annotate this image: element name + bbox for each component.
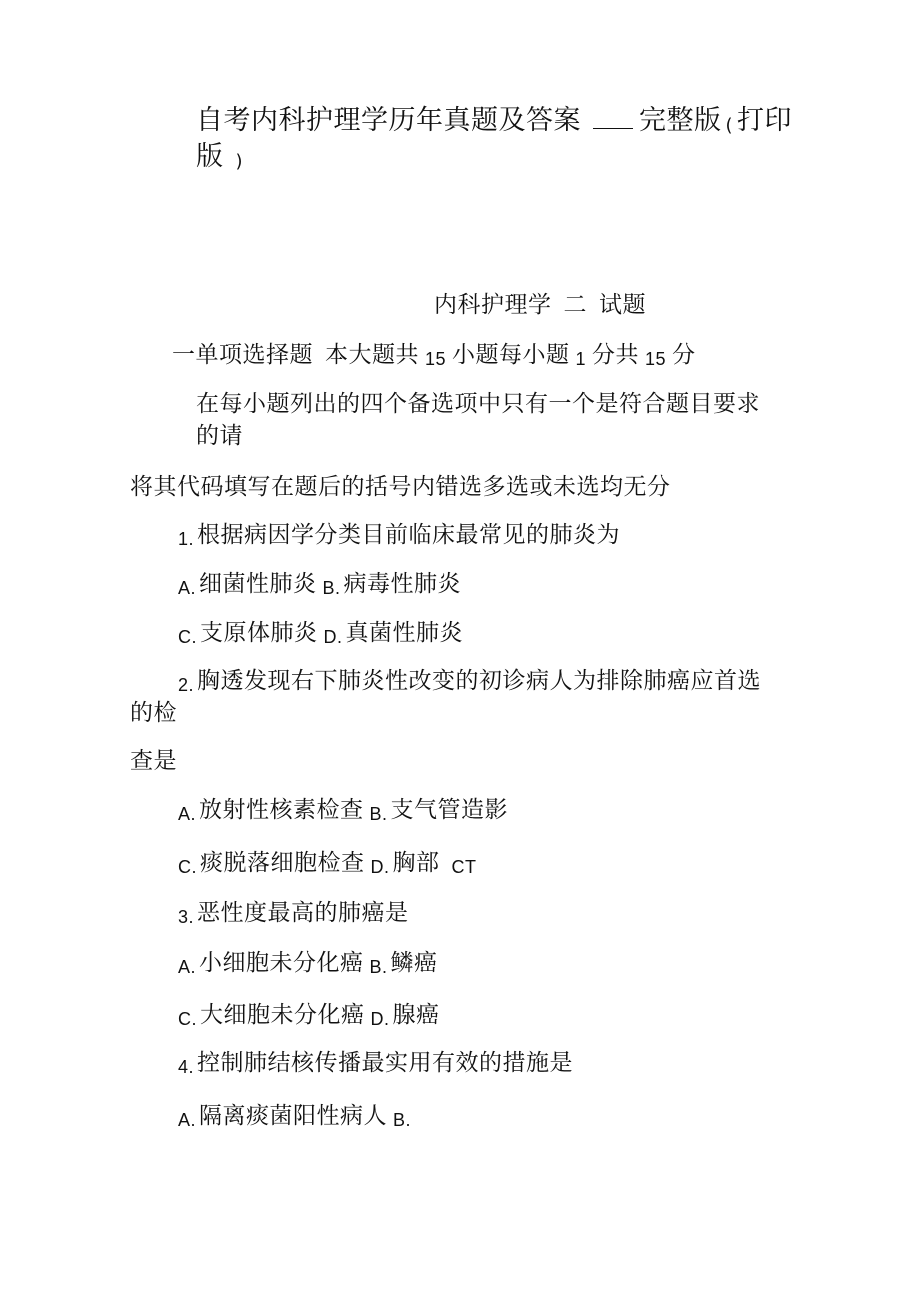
- q4-option-a-label: A.: [178, 1110, 197, 1130]
- title-print: 打印: [737, 105, 793, 136]
- title-main: 自考内科护理学历年真题及答案: [196, 105, 581, 136]
- title-blank-underline: [593, 106, 633, 129]
- question-3-options-ab: [172, 948, 438, 982]
- q3-option-a: 小细胞未分化癌: [199, 950, 364, 976]
- q2-option-b-label: B.: [369, 804, 388, 824]
- section-total-label: 本大题共: [325, 342, 419, 368]
- instructions-line-2: 的请: [196, 423, 243, 449]
- section-type: 一单项选择题: [172, 342, 313, 368]
- question-3: [172, 898, 409, 932]
- question-1-options-cd: [172, 618, 463, 652]
- q3-option-b-label: B.: [369, 957, 388, 977]
- q1-option-c: 支原体肺炎: [200, 620, 318, 646]
- question-4-number: 4.: [178, 1057, 195, 1077]
- q4-option-a: 隔离痰菌阳性病人: [199, 1103, 388, 1129]
- q3-option-a-label: A.: [178, 957, 197, 977]
- section-question-count: 15: [425, 349, 447, 369]
- question-4-options-ab: [172, 1101, 414, 1135]
- q4-option-b-label: B.: [393, 1110, 412, 1130]
- instructions-line-3: 将其代码填写在题后的括号内错选多选或未选均无分: [130, 474, 671, 500]
- title-paren-open: (: [725, 115, 734, 136]
- section-header: [172, 340, 696, 374]
- q2-option-d-label: D.: [370, 857, 390, 877]
- question-2-options-ab: [172, 795, 508, 829]
- subtitle-exam: 试题: [599, 292, 646, 318]
- section-total-points: 15: [645, 349, 667, 369]
- instructions-line-1: 在每小题列出的四个备选项中只有一个是符合题目要求: [196, 391, 760, 417]
- question-2-text-1: 胸透发现右下肺炎性改变的初诊病人为排除肺癌应首选: [197, 668, 762, 694]
- title-paren-close: ): [235, 151, 244, 172]
- question-1-options-ab: [172, 569, 461, 603]
- document-title-continued: [196, 140, 247, 179]
- q3-option-c-label: C.: [178, 1009, 197, 1029]
- subtitle-course: 内科护理学: [434, 292, 552, 318]
- q2-option-d-suffix: CT: [451, 857, 477, 877]
- q2-option-d: 胸部: [392, 850, 440, 876]
- question-2-text-3: 查是: [130, 748, 177, 774]
- section-points-per-question: 1: [575, 349, 587, 369]
- q2-option-a-label: A.: [178, 804, 197, 824]
- question-4-text: 控制肺结核传播最实用有效的措施是: [197, 1050, 574, 1076]
- q1-option-a-label: A.: [178, 578, 197, 598]
- q1-option-d-label: D.: [323, 627, 343, 647]
- question-3-options-cd: [172, 1000, 440, 1034]
- q1-option-b: 病毒性肺炎: [343, 571, 462, 597]
- question-4: [172, 1048, 573, 1082]
- q3-option-c: 大细胞未分化癌: [200, 1002, 365, 1028]
- question-2-number: 2.: [178, 675, 195, 695]
- section-per-question-label: 小题每小题: [452, 342, 570, 368]
- section-total-points-label: 分共: [592, 342, 640, 368]
- title-complete-edition: 完整版: [639, 105, 722, 136]
- q2-option-b: 支气管造影: [390, 797, 509, 823]
- q2-option-c: 痰脱落细胞检查: [200, 850, 365, 876]
- question-2-text-2: 的检: [130, 700, 177, 726]
- q1-option-a: 细菌性肺炎: [199, 571, 317, 597]
- section-points-unit: 分: [672, 342, 696, 368]
- q3-option-d: 腺癌: [392, 1002, 440, 1028]
- question-2: [172, 666, 761, 700]
- question-3-text: 恶性度最高的肺癌是: [197, 900, 409, 926]
- question-1-text: 根据病因学分类目前临床最常见的肺炎为: [197, 522, 621, 548]
- q3-option-d-label: D.: [370, 1009, 390, 1029]
- subtitle-level: 二: [563, 292, 587, 318]
- q3-option-b: 鳞癌: [390, 950, 438, 976]
- q1-option-c-label: C.: [178, 627, 197, 647]
- question-2-options-cd: [172, 848, 483, 882]
- question-3-number: 3.: [178, 907, 195, 927]
- question-1-number: 1.: [178, 529, 195, 549]
- title-version: 版: [196, 141, 224, 172]
- document-title: [196, 104, 792, 143]
- q2-option-c-label: C.: [178, 857, 197, 877]
- question-1: [172, 520, 620, 554]
- q2-option-a: 放射性核素检查: [199, 797, 364, 823]
- q1-option-d: 真菌性肺炎: [345, 620, 463, 646]
- exam-subtitle: [434, 290, 646, 320]
- q1-option-b-label: B.: [322, 578, 341, 598]
